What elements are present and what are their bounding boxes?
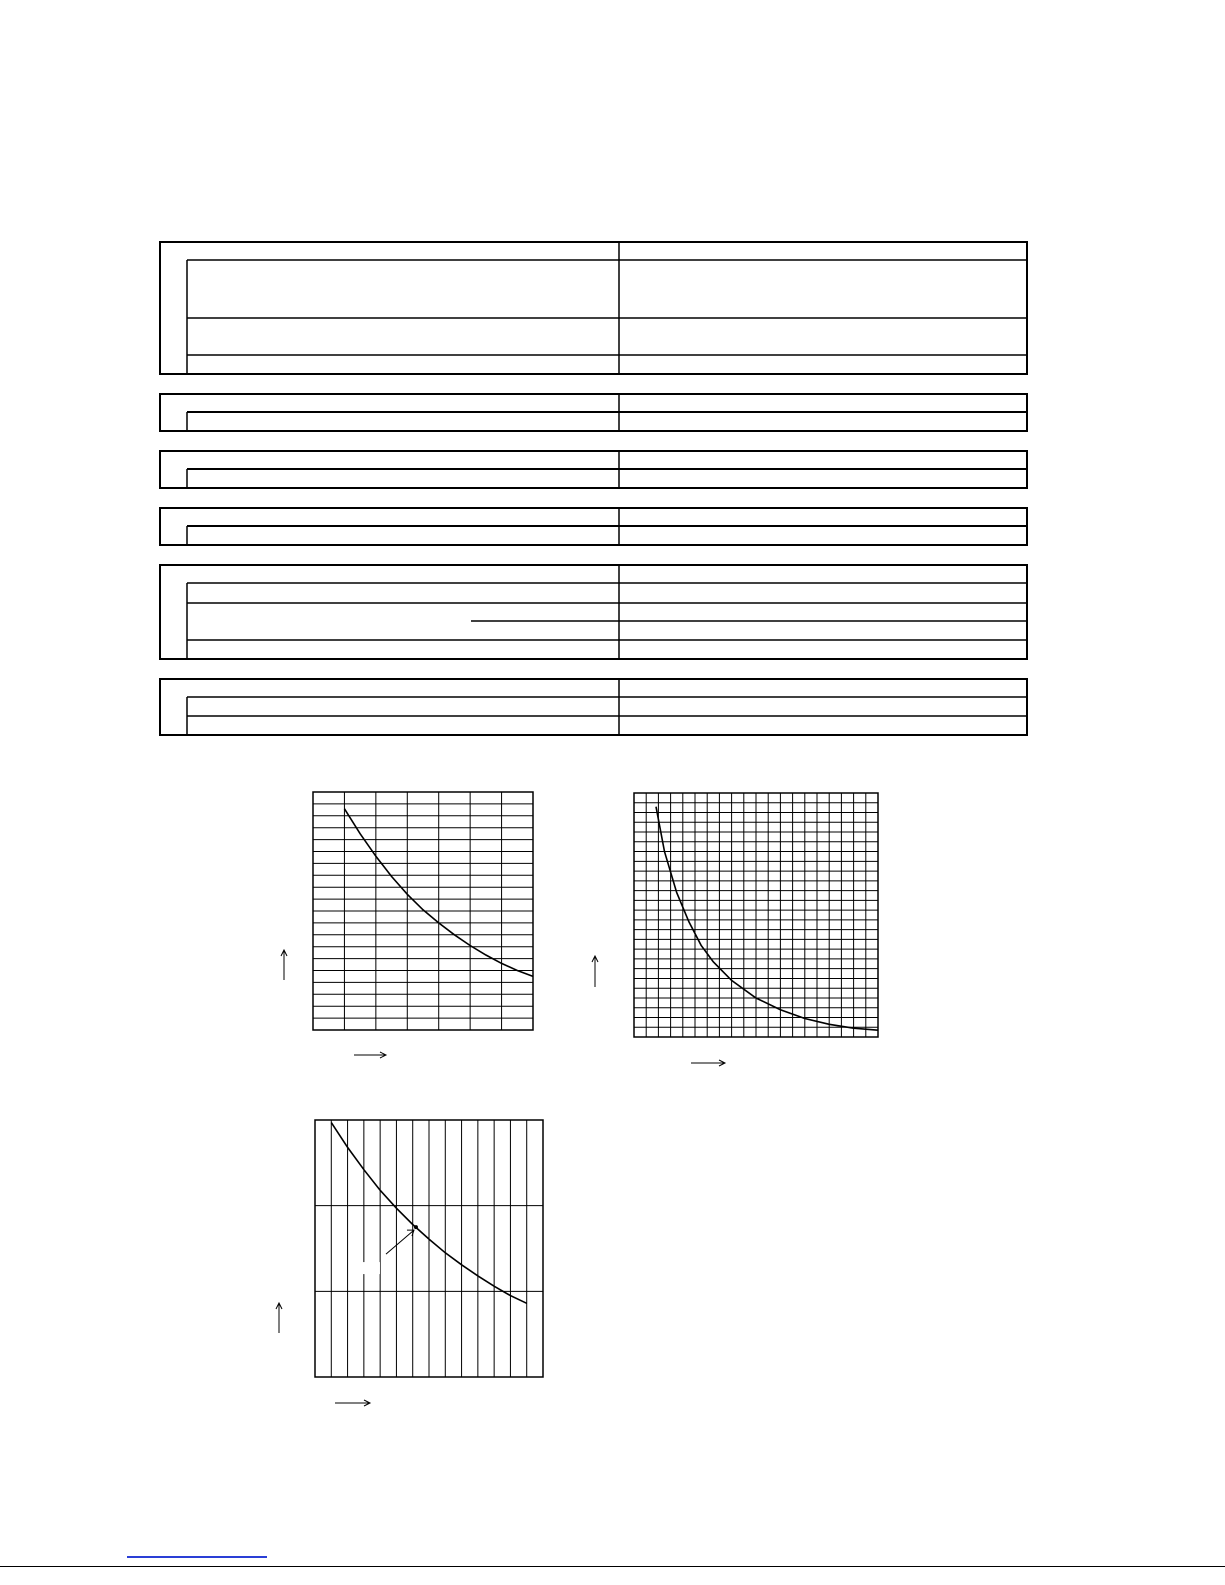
spec-table-6 [159,678,1028,736]
chart-2 [585,780,895,1080]
spec-table-5 [159,564,1028,660]
annotation-label-box [358,1262,380,1274]
footer-rule [0,1566,1225,1567]
spec-table-1 [159,241,1028,375]
chart-3 [265,1105,565,1420]
annotation-point [414,1225,418,1229]
chart-1 [270,780,560,1080]
series-line-1 [656,807,878,1030]
annotation-arrow-icon [386,1230,414,1254]
spec-table-3 [159,450,1028,489]
spec-table-2 [159,393,1028,432]
footer-link-underline[interactable] [127,1556,267,1558]
spec-table-4 [159,507,1028,546]
